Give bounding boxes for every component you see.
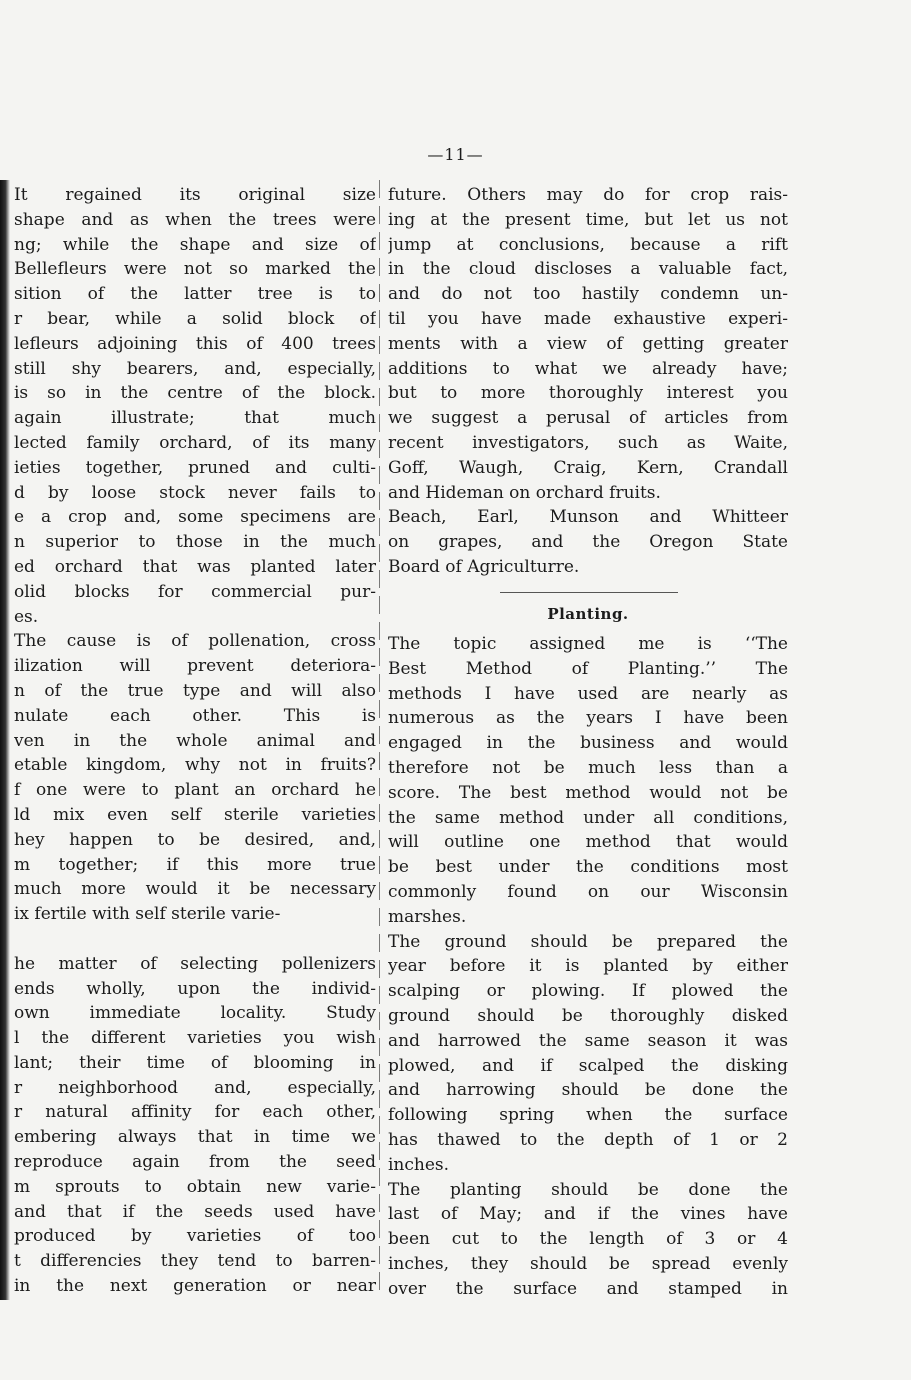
text-line: ilization will prevent deteriora- — [14, 656, 376, 677]
text-line: and Hideman on orchard fruits. — [388, 482, 661, 503]
text-line: jump at conclusions, because a rift — [388, 234, 788, 255]
text-line: m together; if this more true — [14, 854, 376, 875]
text-line: commonly found on our Wisconsin — [388, 881, 788, 902]
text-line: f one were to plant an orchard he — [14, 780, 376, 801]
text-line: lefleurs adjoining this of 400 trees — [14, 333, 376, 354]
text-line: inches. — [388, 1154, 450, 1175]
text-line: he matter of selecting pollenizers — [14, 953, 376, 974]
text-line: still shy bearers, and, especially, — [14, 358, 376, 379]
text-line: much more would it be necessary — [14, 879, 376, 900]
text-line: recent investigators, such as Waite, — [388, 432, 788, 453]
right-column-top — [388, 183, 788, 580]
text-line: be best under the conditions most — [388, 857, 788, 878]
text-line: in the cloud discloses a valuable fact, — [388, 259, 788, 280]
text-line: own immediate locality. Study — [14, 1003, 376, 1024]
text-line: Best Method of Planting.’’ The — [388, 658, 788, 679]
text-line: olid blocks for commercial pur- — [14, 581, 376, 602]
right-column-bottom — [388, 632, 788, 1302]
text-line: The cause is of pollenation, cross — [14, 631, 376, 652]
page-number: —11— — [427, 145, 484, 164]
text-line: ix fertile with self sterile varie- — [14, 904, 281, 925]
text-line: the same method under all conditions, — [388, 807, 788, 828]
text-line: The planting should be done the — [388, 1179, 788, 1200]
section-heading-planting: Planting. — [547, 605, 629, 623]
text-line: Goff, Waugh, Craig, Kern, Crandall — [388, 457, 788, 478]
text-line: on grapes, and the Oregon State — [388, 532, 788, 553]
text-line: in the next generation or near — [14, 1276, 376, 1297]
text-line: ng; while the shape and size of — [14, 234, 376, 255]
text-line: therefore not be much less than a — [388, 757, 788, 778]
text-line: methods I have used are nearly as — [388, 683, 788, 704]
text-line: again illustrate; that much — [14, 408, 376, 429]
text-line: and harrowed the same season it was — [388, 1030, 788, 1051]
text-line: ends wholly, upon the individ- — [14, 978, 376, 999]
text-line: but to more thoroughly interest you — [388, 383, 788, 404]
text-line: etable kingdom, why not in fruits? — [14, 755, 376, 776]
text-line: l the different varieties you wish — [14, 1028, 376, 1049]
text-line: It regained its original size — [14, 185, 376, 205]
text-line: r bear, while a solid block of — [14, 308, 376, 329]
text-line: til you have made exhaustive experi- — [388, 308, 788, 329]
text-line: hey happen to be desired, and, — [14, 829, 376, 850]
text-line: and do not too hastily condemn un- — [388, 284, 788, 305]
text-line: The ground should be prepared the — [388, 931, 788, 952]
text-line: The topic assigned me is ‘‘The — [388, 634, 788, 654]
text-line: ing at the present time, but let us not — [388, 209, 788, 230]
text-line: es. — [14, 606, 39, 627]
text-line: ground should be thoroughly disked — [388, 1005, 788, 1026]
text-line: year before it is planted by either — [388, 956, 788, 977]
text-line: scalping or plowing. If plowed the — [388, 981, 788, 1002]
text-line: t differencies they tend to barren- — [14, 1251, 376, 1272]
text-line: Bellefleurs were not so marked the — [14, 259, 376, 280]
section-rule — [500, 592, 678, 593]
text-line: numerous as the years I have been — [388, 708, 788, 729]
text-line: reproduce again from the seed — [14, 1152, 376, 1173]
text-line: ments with a view of getting greater — [388, 333, 788, 354]
text-line: ld mix even self sterile varieties — [14, 804, 376, 825]
text-line: is so in the centre of the block. — [14, 383, 376, 404]
text-line: been cut to the length of 3 or 4 — [388, 1229, 788, 1250]
text-line: future. Others may do for crop rais- — [388, 185, 788, 205]
text-line: inches, they should be spread evenly — [388, 1253, 788, 1274]
text-line: last of May; and if the vines have — [388, 1204, 788, 1225]
text-line: m sprouts to obtain new varie- — [14, 1176, 376, 1197]
text-line: following spring when the surface — [388, 1105, 788, 1126]
text-line: shape and as when the trees were — [14, 209, 376, 230]
text-line: and harrowing should be done the — [388, 1080, 788, 1101]
text-line — [14, 927, 376, 952]
text-line: additions to what we already have; — [388, 358, 788, 379]
text-line: produced by varieties of too — [14, 1226, 376, 1247]
text-line: marshes. — [388, 906, 467, 927]
page-binding-shadow — [0, 180, 10, 1300]
text-line: Beach, Earl, Munson and Whitteer — [388, 507, 788, 528]
text-line: r natural affinity for each other, — [14, 1102, 376, 1123]
text-line: lected family orchard, of its many — [14, 432, 376, 453]
text-line: r neighborhood and, especially, — [14, 1077, 376, 1098]
text-line: we suggest a perusal of articles from — [388, 408, 788, 429]
text-line: ed orchard that was planted later — [14, 556, 376, 577]
text-line: has thawed to the depth of 1 or 2 — [388, 1129, 788, 1150]
text-line: Board of Agriculturre. — [388, 556, 580, 577]
column-divider — [379, 180, 380, 1295]
text-line: score. The best method would not be — [388, 782, 788, 803]
text-line: e a crop and, some specimens are — [14, 507, 376, 528]
left-column — [14, 183, 376, 1299]
text-line: ven in the whole animal and — [14, 730, 376, 751]
text-line: will outline one method that would — [388, 832, 788, 853]
text-line: ieties together, pruned and culti- — [14, 457, 376, 478]
text-line: engaged in the business and would — [388, 733, 788, 754]
text-line: over the surface and stamped in — [388, 1278, 788, 1299]
text-line: nulate each other. This is — [14, 705, 376, 726]
text-line: sition of the latter tree is to — [14, 284, 376, 305]
text-line: n superior to those in the much — [14, 532, 376, 553]
text-line: d by loose stock never fails to — [14, 482, 376, 503]
text-line: n of the true type and will also — [14, 680, 376, 701]
text-line: and that if the seeds used have — [14, 1201, 376, 1222]
text-line: embering always that in time we — [14, 1127, 376, 1148]
text-line: plowed, and if scalped the disking — [388, 1055, 788, 1076]
text-line: lant; their time of blooming in — [14, 1052, 376, 1073]
